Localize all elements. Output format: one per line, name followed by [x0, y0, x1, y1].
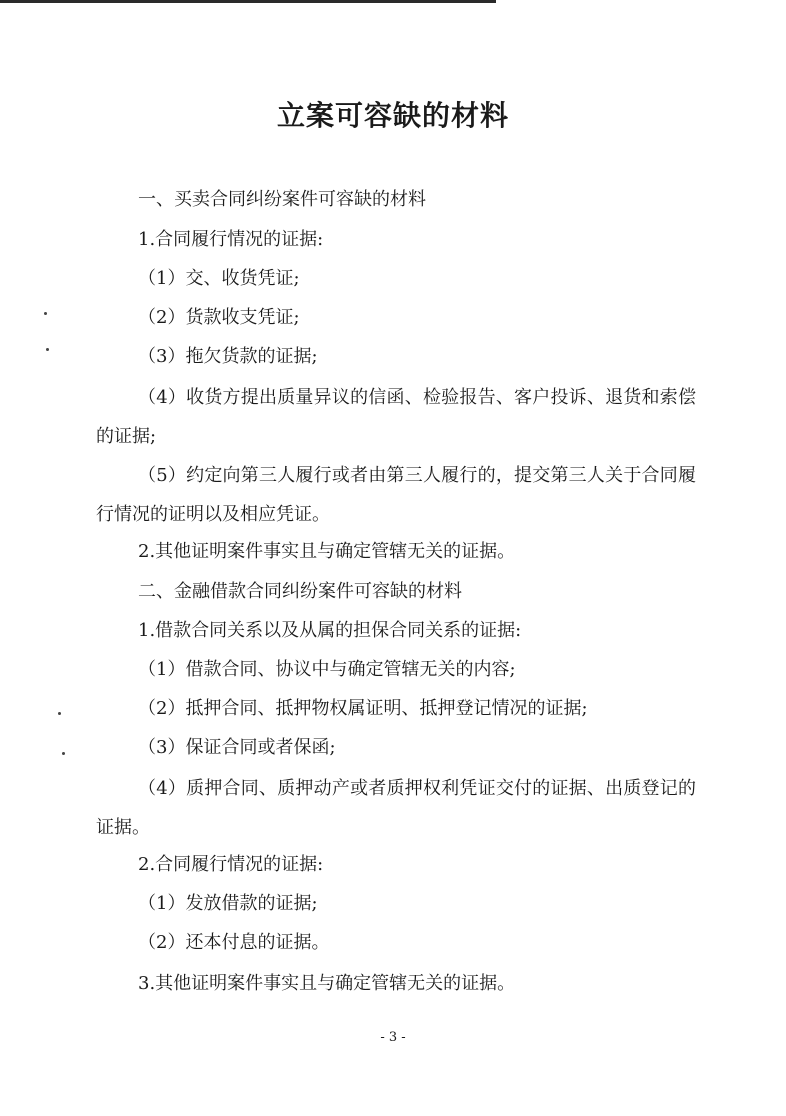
list-item: 1.借款合同关系以及从属的担保合同关系的证据: [138, 620, 522, 641]
list-item: （1）发放借款的证据; [138, 893, 318, 914]
list-item: （5）约定向第三人履行或者由第三人履行的，提交第三人关于合同履行情况的证明以及相应凭证。 [96, 465, 696, 525]
list-item: （2）还本付息的证据。 [138, 932, 330, 953]
scan-speck [46, 348, 49, 351]
list-item: （1）借款合同、协议中与确定管辖无关的内容; [138, 659, 516, 680]
page-number: - 3 - [380, 1030, 406, 1045]
list-item: （3）保证合同或者保函; [138, 737, 336, 758]
list-item: 2.合同履行情况的证据: [138, 854, 324, 875]
list-item: （2）抵押合同、抵押物权属证明、抵押登记情况的证据; [138, 698, 588, 719]
list-item: （2）货款收支凭证; [138, 307, 300, 328]
list-item: 3.其他证明案件事实且与确定管辖无关的证据。 [138, 973, 516, 994]
list-item: 1.合同履行情况的证据: [138, 229, 324, 250]
document-title: 立案可容缺的材料 [276, 99, 509, 132]
list-item: 2.其他证明案件事实且与确定管辖无关的证据。 [138, 541, 516, 562]
list-item: （4）收货方提出质量异议的信函、检验报告、客户投诉、退货和索偿的证据; [96, 387, 696, 447]
list-item: （3）拖欠货款的证据; [138, 346, 318, 367]
list-item: （4）质押合同、质押动产或者质押权利凭证交付的证据、出质登记的证据。 [96, 778, 696, 838]
list-item: （1）交、收货凭证; [138, 268, 300, 289]
scan-speck [44, 312, 47, 315]
scan-speck [58, 712, 61, 715]
section-heading-1: 一、买卖合同纠纷案件可容缺的材料 [138, 189, 426, 210]
section-heading-2: 二、金融借款合同纠纷案件可容缺的材料 [138, 581, 462, 602]
scan-speck [62, 752, 65, 755]
